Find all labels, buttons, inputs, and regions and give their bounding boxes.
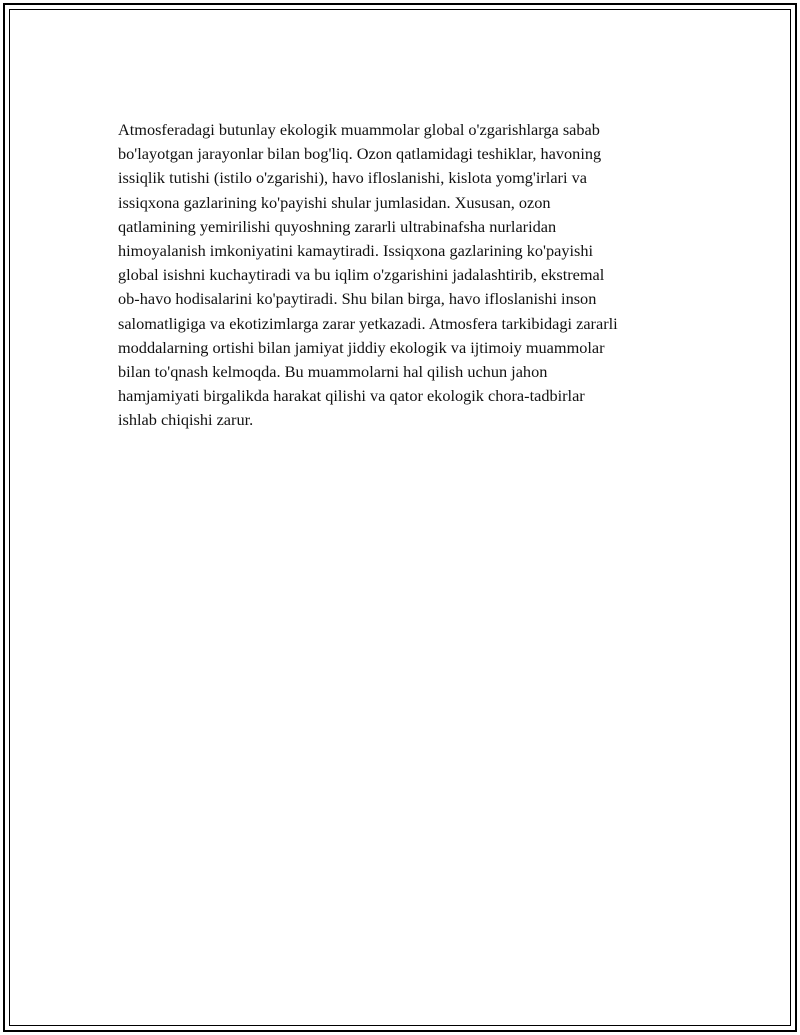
paragraph-line: moddalarning ortishi bilan jamiyat jiddiy ekologik va ijtimoiy muammolar: [118, 337, 605, 357]
paragraph-line: hamjamiyati birgalikda harakat qilishi va qator ekologik chora-tadbirlar: [118, 386, 585, 406]
paragraph-line: ishlab chiqishi zarur.: [118, 410, 254, 430]
paragraph-line: Atmosferadagi butunlay ekologik muammolar global o'zgarishlarga sabab: [118, 120, 600, 139]
paragraph-line: issiqlik tutishi (istilo o'zgarishi), havo ifloslanishi, kislota yomg'irlari va: [118, 168, 587, 188]
paragraph: [118, 118, 698, 433]
paragraph-line: bilan to'qnash kelmoqda. Bu muammolarni hal qilish uchun jahon: [118, 362, 548, 382]
paragraph-line: ob-havo hodisalarini ko'paytiradi. Shu bilan birga, havo ifloslanishi inson: [118, 289, 597, 309]
paragraph-line: qatlamining yemirilishi quyoshning zararli ultrabinafsha nurlaridan: [118, 216, 557, 236]
paragraph-line: himoyalanish imkoniyatini kamaytiradi. Issiqxona gazlarining ko'payishi: [118, 241, 594, 261]
paragraph-line: global isishni kuchaytiradi va bu iqlim o'zgarishini jadalashtirib, ekstremal: [118, 265, 605, 285]
paragraph-line: salomatligiga va ekotizimlarga zarar yetkazadi. Atmosfera tarkibidagi zararli: [118, 313, 618, 333]
paragraph-line: bo'layotgan jarayonlar bilan bog'liq. Ozon qatlamidagi teshiklar, havoning: [118, 144, 602, 164]
paragraph-line: issiqxona gazlarining ko'payishi shular jumlasidan. Xususan, ozon: [118, 192, 551, 212]
